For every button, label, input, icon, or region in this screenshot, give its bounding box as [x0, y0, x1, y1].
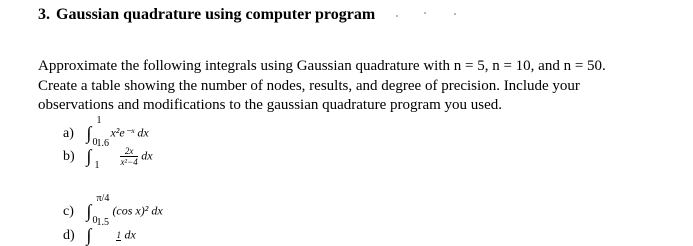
question-number: 3. [38, 6, 50, 23]
integral-sign-icon: ∫ 1.6 1 [86, 138, 109, 171]
integral-sign-icon: ∫ 1 0 [86, 115, 102, 148]
scan-speck [454, 13, 456, 15]
item-label: c) [63, 203, 74, 219]
numerator: 1 [116, 230, 121, 240]
lower-limit: 0 [92, 215, 98, 226]
integrand: x²e⁻ˣ dx [110, 125, 149, 140]
question-instructions [38, 57, 678, 116]
upper-limit: 1.6 [96, 138, 109, 149]
question-heading [38, 6, 375, 24]
numerator: 2x [124, 146, 134, 156]
fraction [116, 230, 121, 241]
item-label: d) [63, 227, 75, 243]
differential: dx [141, 148, 153, 163]
question-title: Gaussian quadrature using computer program [56, 6, 376, 23]
integral-item-d [63, 217, 136, 246]
upper-limit: π/4 [96, 193, 110, 204]
upper-limit: 1 [96, 115, 102, 126]
fraction [120, 146, 137, 167]
instruction-line: Approximate the following integrals using Gaussian quadrature with n = 5, n = 10, and n = 50. [38, 58, 606, 74]
denominator: x²−4 [120, 157, 138, 167]
instruction-line: observations and modifications to the gaussian quadrature program you used. [38, 97, 503, 113]
differential: dx [124, 227, 136, 242]
integral-sign-icon: ∫ 1.5 [86, 217, 109, 245]
integrand: (cos x)² dx [112, 203, 163, 218]
item-label: b) [63, 148, 75, 164]
item-label: a) [63, 125, 74, 141]
integral-item-b [63, 138, 153, 171]
scan-speck [424, 12, 426, 14]
lower-limit: 0 [92, 137, 98, 148]
integral-sign-icon: ∫ π/4 0 [86, 193, 110, 226]
instruction-line: Create a table showing the number of nodes, results, and degree of precision. Include your [38, 77, 580, 94]
scan-speck [396, 15, 398, 17]
upper-limit: 1.5 [96, 217, 109, 228]
lower-limit: 1 [94, 160, 100, 171]
